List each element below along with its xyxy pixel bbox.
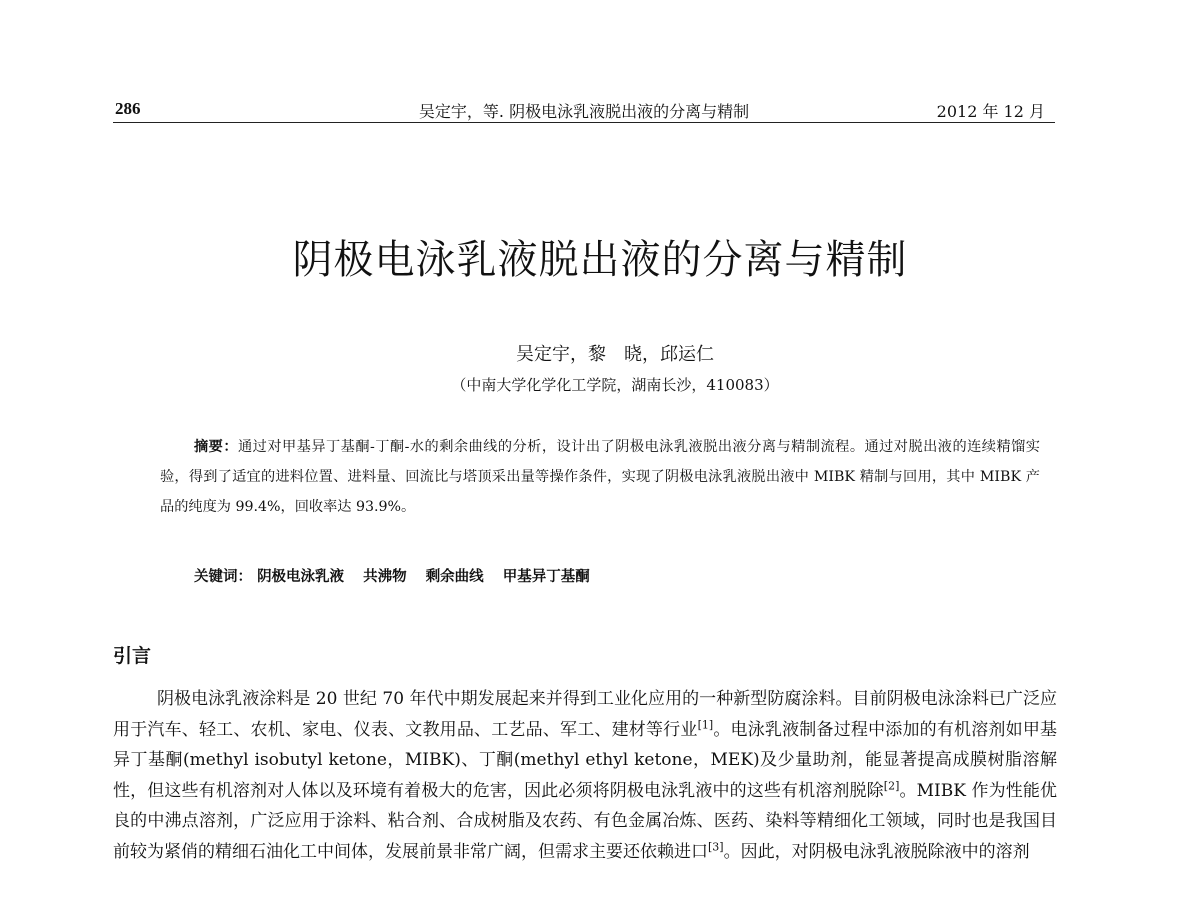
- keywords-label: 关键词：: [194, 568, 252, 585]
- citation: [1]: [697, 717, 714, 731]
- issue-date: 2012 年 12 月: [936, 102, 1045, 121]
- running-header: [113, 96, 1055, 123]
- paragraph-text: 。MIBK 作为性能优良的中沸点溶剂，广泛应用于涂料、粘合剂、合成树脂及农药、有色金属冶炼、医药、染料等精细化工领域，同时也是我国目前较为紧俏的精细石油化工中间体，发展前景非常广阔，但需求主要还依赖进口: [113, 780, 1058, 862]
- running-title: 吴定宇，等. 阴极电泳乳液脱出液的分离与精制: [418, 102, 750, 121]
- keywords: [194, 565, 604, 586]
- citation: [2]: [883, 778, 900, 792]
- affiliation: （中南大学化学化工学院，湖南长沙，410083）: [451, 376, 779, 394]
- paragraph-text: 。电泳乳液制备过程中添加的有机溶剂如甲基异丁基酮(methyl isobutyl ketone，MIBK)、丁酮(methyl ethyl ketone，MEK)及少量助剂，能显著提高成膜树脂溶解性，但这些有机溶剂对人体以及环境有着极大的危害，因此必须将阴极电泳乳液中的这些有机溶剂脱除: [113, 719, 1058, 801]
- abstract-text: 通过对甲基异丁基酮-丁酮-水的剩余曲线的分析，设计出了阴极电泳乳液脱出液分离与精制流程。通过对脱出液的连续精馏实验，得到了适宜的进料位置、进料量、回流比与塔顶采出量等操作条件，实现了阴极电泳乳液脱出液中 MIBK 精制与回用，其中 MIBK 产品的纯度为 99.4%，回收率达 93.9%。: [160, 439, 1040, 515]
- author-list: 吴定宇，黎 晓，邱运仁: [516, 344, 714, 365]
- section-heading-introduction: 引言: [113, 645, 152, 667]
- abstract: [160, 432, 1040, 522]
- abstract-label: 摘要：: [194, 439, 238, 455]
- paragraph-text: 阴极电泳乳液涂料是 20 世纪 70 年代中期发展起来并得到工业化应用的一种新型防腐涂料。目前阴极电泳涂料已广泛应用于汽车、轻工、农机、家电、仪表、文教用品、工艺品、军工、建材等行业: [113, 689, 1057, 740]
- keyword: 剩余曲线: [425, 568, 484, 585]
- article-title: 阴极电泳乳液脱出液的分离与精制: [292, 237, 908, 283]
- paragraph-text: 。因此，对阴极电泳乳液脱除液中的溶剂: [723, 841, 1030, 862]
- keyword: 共沸物: [363, 568, 407, 585]
- keyword: 阴极电泳乳液: [257, 568, 345, 585]
- citation: [3]: [708, 839, 724, 853]
- keyword: 甲基异丁基酮: [502, 568, 590, 585]
- introduction-paragraph: [113, 684, 1057, 867]
- page-number: 286: [115, 99, 141, 118]
